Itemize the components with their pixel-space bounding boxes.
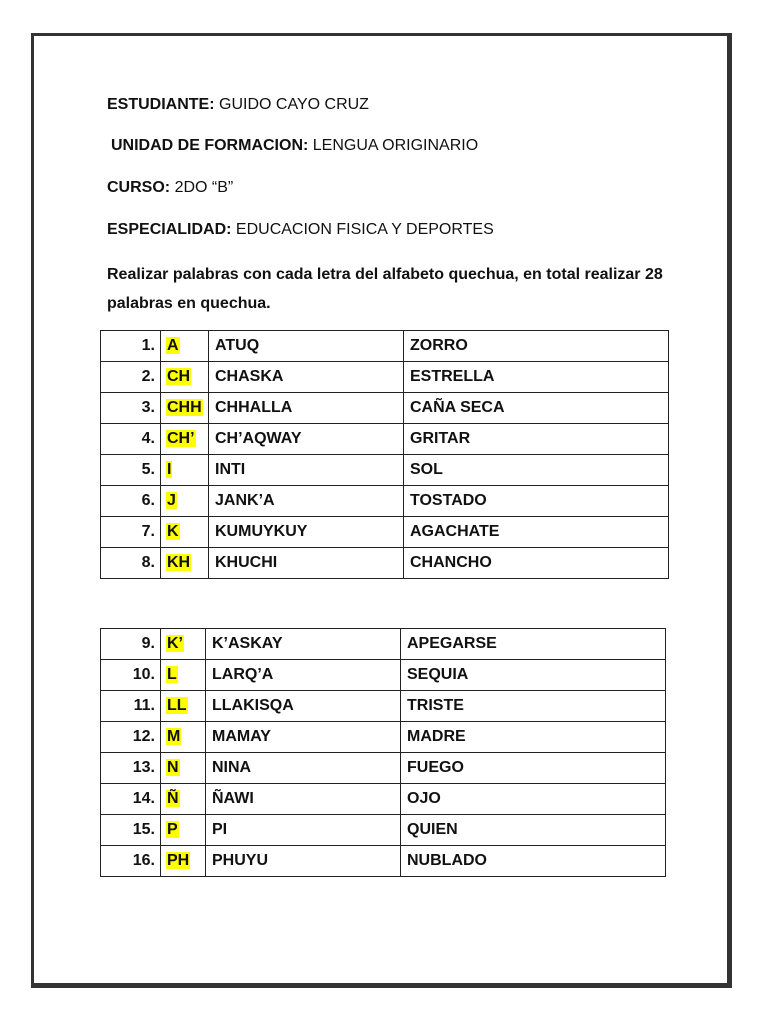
row-number: 7.	[101, 517, 161, 548]
row-number: 6.	[101, 486, 161, 517]
alphabet-letter: N	[167, 759, 179, 776]
table-row	[101, 548, 669, 579]
spanish-meaning: CHANCHO	[404, 548, 669, 579]
quechua-word: CHHALLA	[209, 393, 404, 424]
table-row	[101, 424, 669, 455]
row-number: 1.	[101, 331, 161, 362]
alphabet-letter: K	[167, 523, 179, 540]
curso-label: CURSO:	[107, 179, 171, 196]
alphabet-letter-cell	[161, 424, 209, 455]
row-number: 8.	[101, 548, 161, 579]
quechua-word: ATUQ	[209, 331, 404, 362]
alphabet-letter: CH	[167, 368, 191, 385]
curso-line	[107, 179, 233, 197]
alphabet-letter-cell	[161, 548, 209, 579]
alphabet-letter-cell	[161, 815, 206, 846]
quechua-word: PHUYU	[206, 846, 401, 877]
row-number: 15.	[101, 815, 161, 846]
quechua-word: INTI	[209, 455, 404, 486]
spanish-meaning: ESTRELLA	[404, 362, 669, 393]
quechua-word: JANK’A	[209, 486, 404, 517]
spanish-meaning: SOL	[404, 455, 669, 486]
alphabet-letter-cell	[161, 722, 206, 753]
alphabet-letter: PH	[167, 852, 190, 869]
quechua-word: CHASKA	[209, 362, 404, 393]
instructions-text: Realizar palabras con cada letra del alfabeto quechua, en total realizar 28 palabras en quechua.	[107, 266, 663, 312]
alphabet-letter-cell	[161, 629, 206, 660]
quechua-word: ÑAWI	[206, 784, 401, 815]
alphabet-letter-cell	[161, 517, 209, 548]
row-number: 12.	[101, 722, 161, 753]
alphabet-letter-cell	[161, 393, 209, 424]
especialidad-label: ESPECIALIDAD:	[107, 221, 232, 238]
row-number: 11.	[101, 691, 161, 722]
estudiante-value: GUIDO CAYO CRUZ	[219, 96, 369, 113]
table-row	[101, 660, 666, 691]
alphabet-letter: M	[167, 728, 181, 745]
quechua-word: NINA	[206, 753, 401, 784]
estudiante-line	[107, 96, 369, 114]
row-number: 13.	[101, 753, 161, 784]
spanish-meaning: APEGARSE	[401, 629, 666, 660]
alphabet-letter: L	[167, 666, 177, 683]
unidad-label: UNIDAD DE FORMACION:	[111, 137, 309, 154]
table-row	[101, 393, 669, 424]
spanish-meaning: AGACHATE	[404, 517, 669, 548]
spanish-meaning: OJO	[401, 784, 666, 815]
alphabet-letter-cell	[161, 753, 206, 784]
table-row	[101, 362, 669, 393]
alphabet-letter-cell	[161, 660, 206, 691]
alphabet-letter: LL	[167, 697, 187, 714]
alphabet-letter: J	[167, 492, 176, 509]
unidad-value: LENGUA ORIGINARIO	[312, 137, 479, 154]
table-row	[101, 784, 666, 815]
alphabet-letter: K’	[167, 635, 183, 652]
estudiante-label: ESTUDIANTE:	[107, 96, 215, 113]
especialidad-line	[107, 221, 494, 239]
alphabet-letter-cell	[161, 846, 206, 877]
spanish-meaning: SEQUIA	[401, 660, 666, 691]
spanish-meaning: FUEGO	[401, 753, 666, 784]
spanish-meaning: CAÑA SECA	[404, 393, 669, 424]
quechua-word: LLAKISQA	[206, 691, 401, 722]
alphabet-letter-cell	[161, 362, 209, 393]
spanish-meaning: TOSTADO	[404, 486, 669, 517]
spanish-meaning: QUIEN	[401, 815, 666, 846]
spanish-meaning: NUBLADO	[401, 846, 666, 877]
table-row	[101, 691, 666, 722]
alphabet-letter-cell	[161, 331, 209, 362]
alphabet-letter: CHH	[167, 399, 202, 416]
word-table-2	[100, 628, 666, 877]
quechua-word: MAMAY	[206, 722, 401, 753]
alphabet-letter: Ñ	[167, 790, 179, 807]
spanish-meaning: MADRE	[401, 722, 666, 753]
row-number: 14.	[101, 784, 161, 815]
table-row	[101, 517, 669, 548]
row-number: 4.	[101, 424, 161, 455]
table-row	[101, 815, 666, 846]
curso-value: 2DO “B”	[174, 179, 234, 196]
quechua-word: K’ASKAY	[206, 629, 401, 660]
alphabet-letter: KH	[167, 554, 191, 571]
quechua-word: PI	[206, 815, 401, 846]
table-row	[101, 846, 666, 877]
table-row	[101, 722, 666, 753]
row-number: 5.	[101, 455, 161, 486]
row-number: 16.	[101, 846, 161, 877]
alphabet-letter: P	[167, 821, 178, 838]
table-row	[101, 753, 666, 784]
spanish-meaning: ZORRO	[404, 331, 669, 362]
row-number: 3.	[101, 393, 161, 424]
quechua-word: CH’AQWAY	[209, 424, 404, 455]
alphabet-letter: A	[167, 337, 179, 354]
row-number: 9.	[101, 629, 161, 660]
unidad-line	[111, 137, 478, 155]
table-row	[101, 331, 669, 362]
spanish-meaning: GRITAR	[404, 424, 669, 455]
quechua-word: KHUCHI	[209, 548, 404, 579]
table-row	[101, 455, 669, 486]
alphabet-letter-cell	[161, 455, 209, 486]
table-row	[101, 629, 666, 660]
alphabet-letter-cell	[161, 691, 206, 722]
alphabet-letter-cell	[161, 784, 206, 815]
row-number: 2.	[101, 362, 161, 393]
alphabet-letter: CH’	[167, 430, 195, 447]
word-table-1	[100, 330, 669, 579]
row-number: 10.	[101, 660, 161, 691]
spanish-meaning: TRISTE	[401, 691, 666, 722]
alphabet-letter-cell	[161, 486, 209, 517]
table-row	[101, 486, 669, 517]
quechua-word: KUMUYKUY	[209, 517, 404, 548]
alphabet-letter: I	[167, 461, 172, 478]
especialidad-value: EDUCACION FISICA Y DEPORTES	[235, 221, 494, 238]
quechua-word: LARQ’A	[206, 660, 401, 691]
